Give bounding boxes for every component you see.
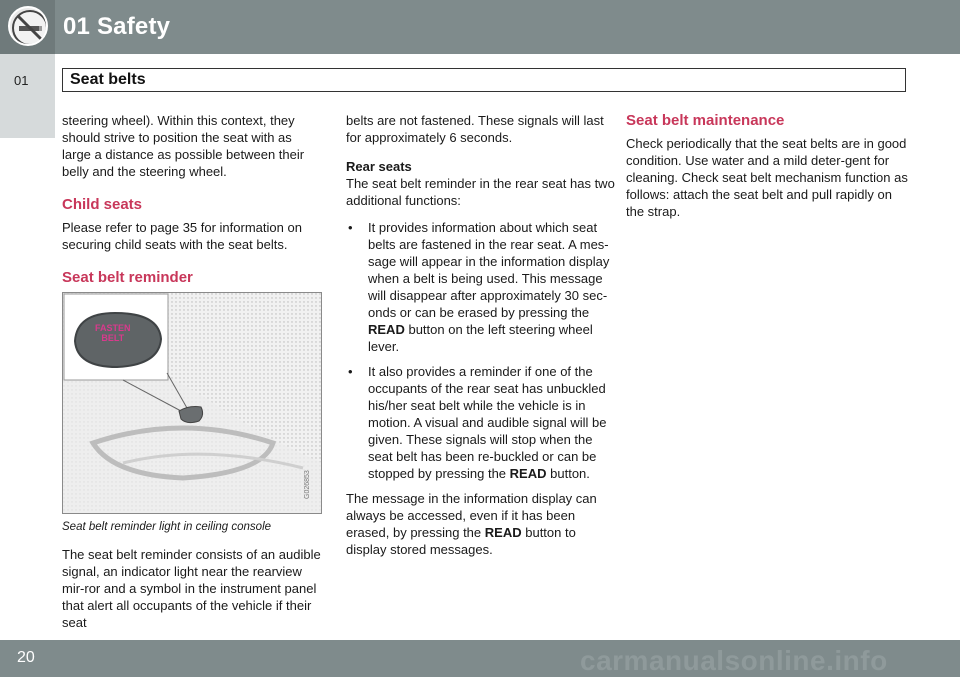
bullet-marker: • xyxy=(348,364,353,379)
section-header-box xyxy=(62,68,906,92)
safety-logo xyxy=(0,0,55,54)
read-button-label: READ xyxy=(368,322,405,337)
read-button-label: READ xyxy=(484,525,522,540)
column-right xyxy=(626,112,908,230)
fasten-belt-symbol xyxy=(95,323,131,343)
no-smoking-icon xyxy=(8,6,48,46)
list-item xyxy=(346,219,616,355)
bullet-text: It also provides a reminder if one of the occupants of the rear seat has unbuckled his/her seat belt while the vehicle is in motion. A visual and audible signal will be given. These signals will stop when the seat belt has been re-buckled or can be stopped by pressing the xyxy=(368,364,607,481)
fasten-label: FASTEN xyxy=(95,323,131,333)
chapter-side-tab xyxy=(0,54,55,138)
child-seats-paragraph: Please refer to page 35 for information on securing child seats with the seat belts. xyxy=(62,220,302,252)
bullet-text-end: button. xyxy=(550,466,590,481)
column-left xyxy=(62,112,324,641)
maintenance-heading: Seat belt maintenance xyxy=(626,112,785,129)
closing-text-end: button to display stored messages. xyxy=(346,525,576,557)
read-button-label: READ xyxy=(509,466,547,481)
page-number: 20 xyxy=(17,649,35,666)
section-title: Seat belts xyxy=(70,71,146,88)
figure-code: G026853 xyxy=(304,470,311,499)
stored-messages-paragraph xyxy=(346,490,616,558)
chapter-tab-label: 01 xyxy=(14,73,29,88)
chapter-title: 01 Safety xyxy=(63,13,171,40)
bullet-marker: • xyxy=(348,220,353,235)
closing-text: The message in the information display can always be accessed, even if it has been erased, by pressing the xyxy=(346,491,597,540)
belt-label: BELT xyxy=(101,333,125,343)
rear-seats-heading: Rear seats xyxy=(346,159,412,174)
maintenance-paragraph: Check periodically that the seat belts are in good condition. Use water and a mild deter-gent for cleaning. Check seat belt mechanism function as follows: attach the seat belt and pull rapidly on the strap. xyxy=(626,136,908,219)
continuation-paragraph: belts are not fastened. These signals will last for approximately 6 seconds. xyxy=(346,113,604,145)
rear-seats-paragraph: The seat belt reminder in the rear seat has two additional functions: xyxy=(346,176,615,208)
figure-caption: Seat belt reminder light in ceiling console xyxy=(62,521,272,533)
column-middle xyxy=(346,112,616,568)
seat-belt-reminder-heading: Seat belt reminder xyxy=(62,269,193,286)
reminder-paragraph: The seat belt reminder consists of an audible signal, an indicator light near the rearview mir-ror and a symbol in the instrument panel that alert all occupants of the vehicle if their seat xyxy=(62,547,321,630)
reminder-light-figure xyxy=(62,292,322,514)
watermark: carmanualsonline.info xyxy=(580,645,888,676)
bullet-text-end: button on the left steering wheel lever. xyxy=(368,322,593,354)
child-seats-heading: Child seats xyxy=(62,196,143,213)
rear-seat-functions-list xyxy=(346,219,616,482)
list-item xyxy=(346,363,616,482)
intro-paragraph: steering wheel). Within this context, they should strive to position the seat with as large a distance as possible between their belly and the steering wheel. xyxy=(62,113,305,179)
bullet-text: It provides information about which seat belts are fastened in the rear seat. A mes-sage will appear in the information display when a belt is being used. This message will disappear after approximately 30 sec-onds or can be erased by pressing the xyxy=(368,220,610,320)
